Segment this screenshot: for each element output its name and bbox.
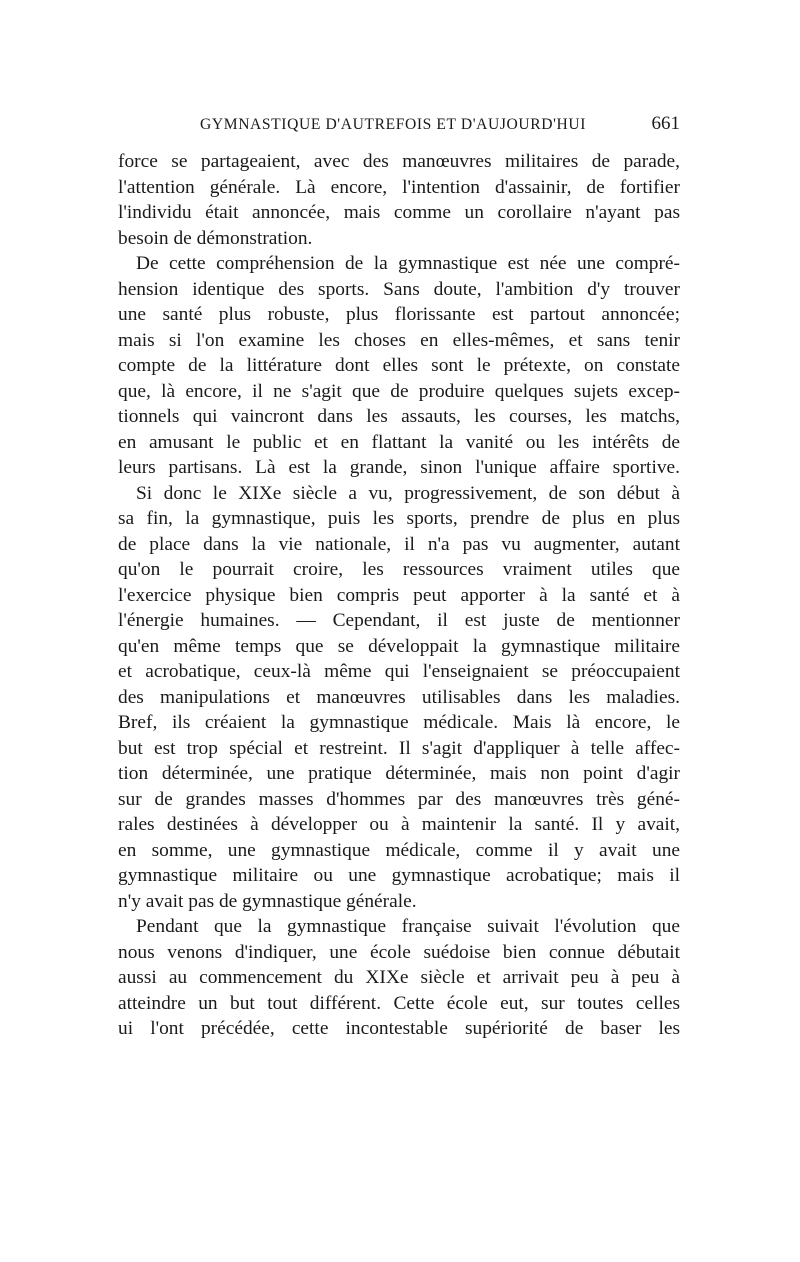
text-line: atteindre un but tout différent. Cette école eut, sur toutes celles [118, 992, 680, 1014]
text-line: n'y avait pas de gymnastique générale. [118, 890, 417, 912]
text-line: rales destinées à développer ou à maintenir la santé. Il y avait, [118, 814, 680, 835]
text-line: en amusant le public et en flattant la vanité ou les intérêts de [118, 431, 680, 453]
text-line: sur de grandes masses d'hommes par des manœuvres très géné- [118, 788, 680, 810]
text-line: et acrobatique, ceux-là même qui l'enseignaient se préoccupaient [118, 661, 680, 682]
text-line: ui l'ont précédée, cette incontestable supériorité de baser les [118, 1018, 680, 1039]
text-line: Bref, ils créaient la gymnastique médicale. Mais là encore, le [118, 712, 680, 733]
text-line: force se partageaient, avec des manœuvres militaires de parade, [118, 151, 680, 172]
text-line: sa fin, la gymnastique, puis les sports, prendre de plus en plus [118, 508, 680, 529]
text-line: nous venons d'indiquer, une école suédoise bien connue débutait [118, 941, 680, 963]
text-line: des manipulations et manœuvres utilisables dans les maladies. [118, 686, 680, 708]
text-line: de place dans la vie nationale, il n'a pas vu augmenter, autant [118, 533, 680, 555]
text-line: l'individu était annoncée, mais comme un corollaire n'ayant pas [118, 202, 680, 223]
text-line: besoin de démonstration. [118, 227, 313, 249]
page-number: 661 [651, 113, 680, 134]
text-line: une santé plus robuste, plus florissante est partout annoncée; [118, 304, 680, 325]
running-title: GYMNASTIQUE D'AUTREFOIS ET D'AUJOURD'HUI [200, 116, 587, 133]
text-line: aussi au commencement du XIXe siècle et arrivait peu à peu à [118, 967, 680, 988]
body-text [118, 149, 680, 1042]
text-line: tion déterminée, une pratique déterminée, mais non point d'agir [118, 763, 680, 784]
text-line: Pendant que la gymnastique française suivait l'évolution que [136, 916, 680, 937]
text-line: l'exercice physique bien compris peut apporter à la santé et à [118, 584, 680, 606]
text-line: en somme, une gymnastique médicale, comme il y avait une [118, 839, 680, 861]
running-head [200, 113, 680, 140]
text-line: l'énergie humaines. — Cependant, il est juste de mentionner [118, 610, 680, 631]
text-line: que, là encore, il ne s'agit que de produire quelques sujets excep- [118, 380, 680, 402]
text-line: leurs partisans. Là est la grande, sinon l'unique affaire sportive. [118, 457, 680, 478]
text-line: qu'en même temps que se développait la gymnastique militaire [118, 635, 680, 657]
text-line: De cette compréhension de la gymnastique est née une compré- [136, 253, 680, 274]
text-line: Si donc le XIXe siècle a vu, progressivement, de son début à [136, 482, 680, 504]
text-line: hension identique des sports. Sans doute, l'ambition d'y trouver [118, 278, 680, 300]
text-line: qu'on le pourrait croire, les ressources vraiment utiles que [118, 559, 680, 580]
text-line: compte de la littérature dont elles sont le prétexte, on constate [118, 355, 680, 376]
text-line: mais si l'on examine les choses en elles-mêmes, et sans tenir [118, 329, 680, 351]
text-line: but est trop spécial et restreint. Il s'agit d'appliquer à telle affec- [118, 737, 680, 759]
text-line: l'attention générale. Là encore, l'intention d'assainir, de fortifier [118, 176, 680, 198]
text-line: tionnels qui vaincront dans les assauts, les courses, les matchs, [118, 406, 680, 427]
text-line: gymnastique militaire ou une gymnastique acrobatique; mais il [118, 865, 680, 886]
